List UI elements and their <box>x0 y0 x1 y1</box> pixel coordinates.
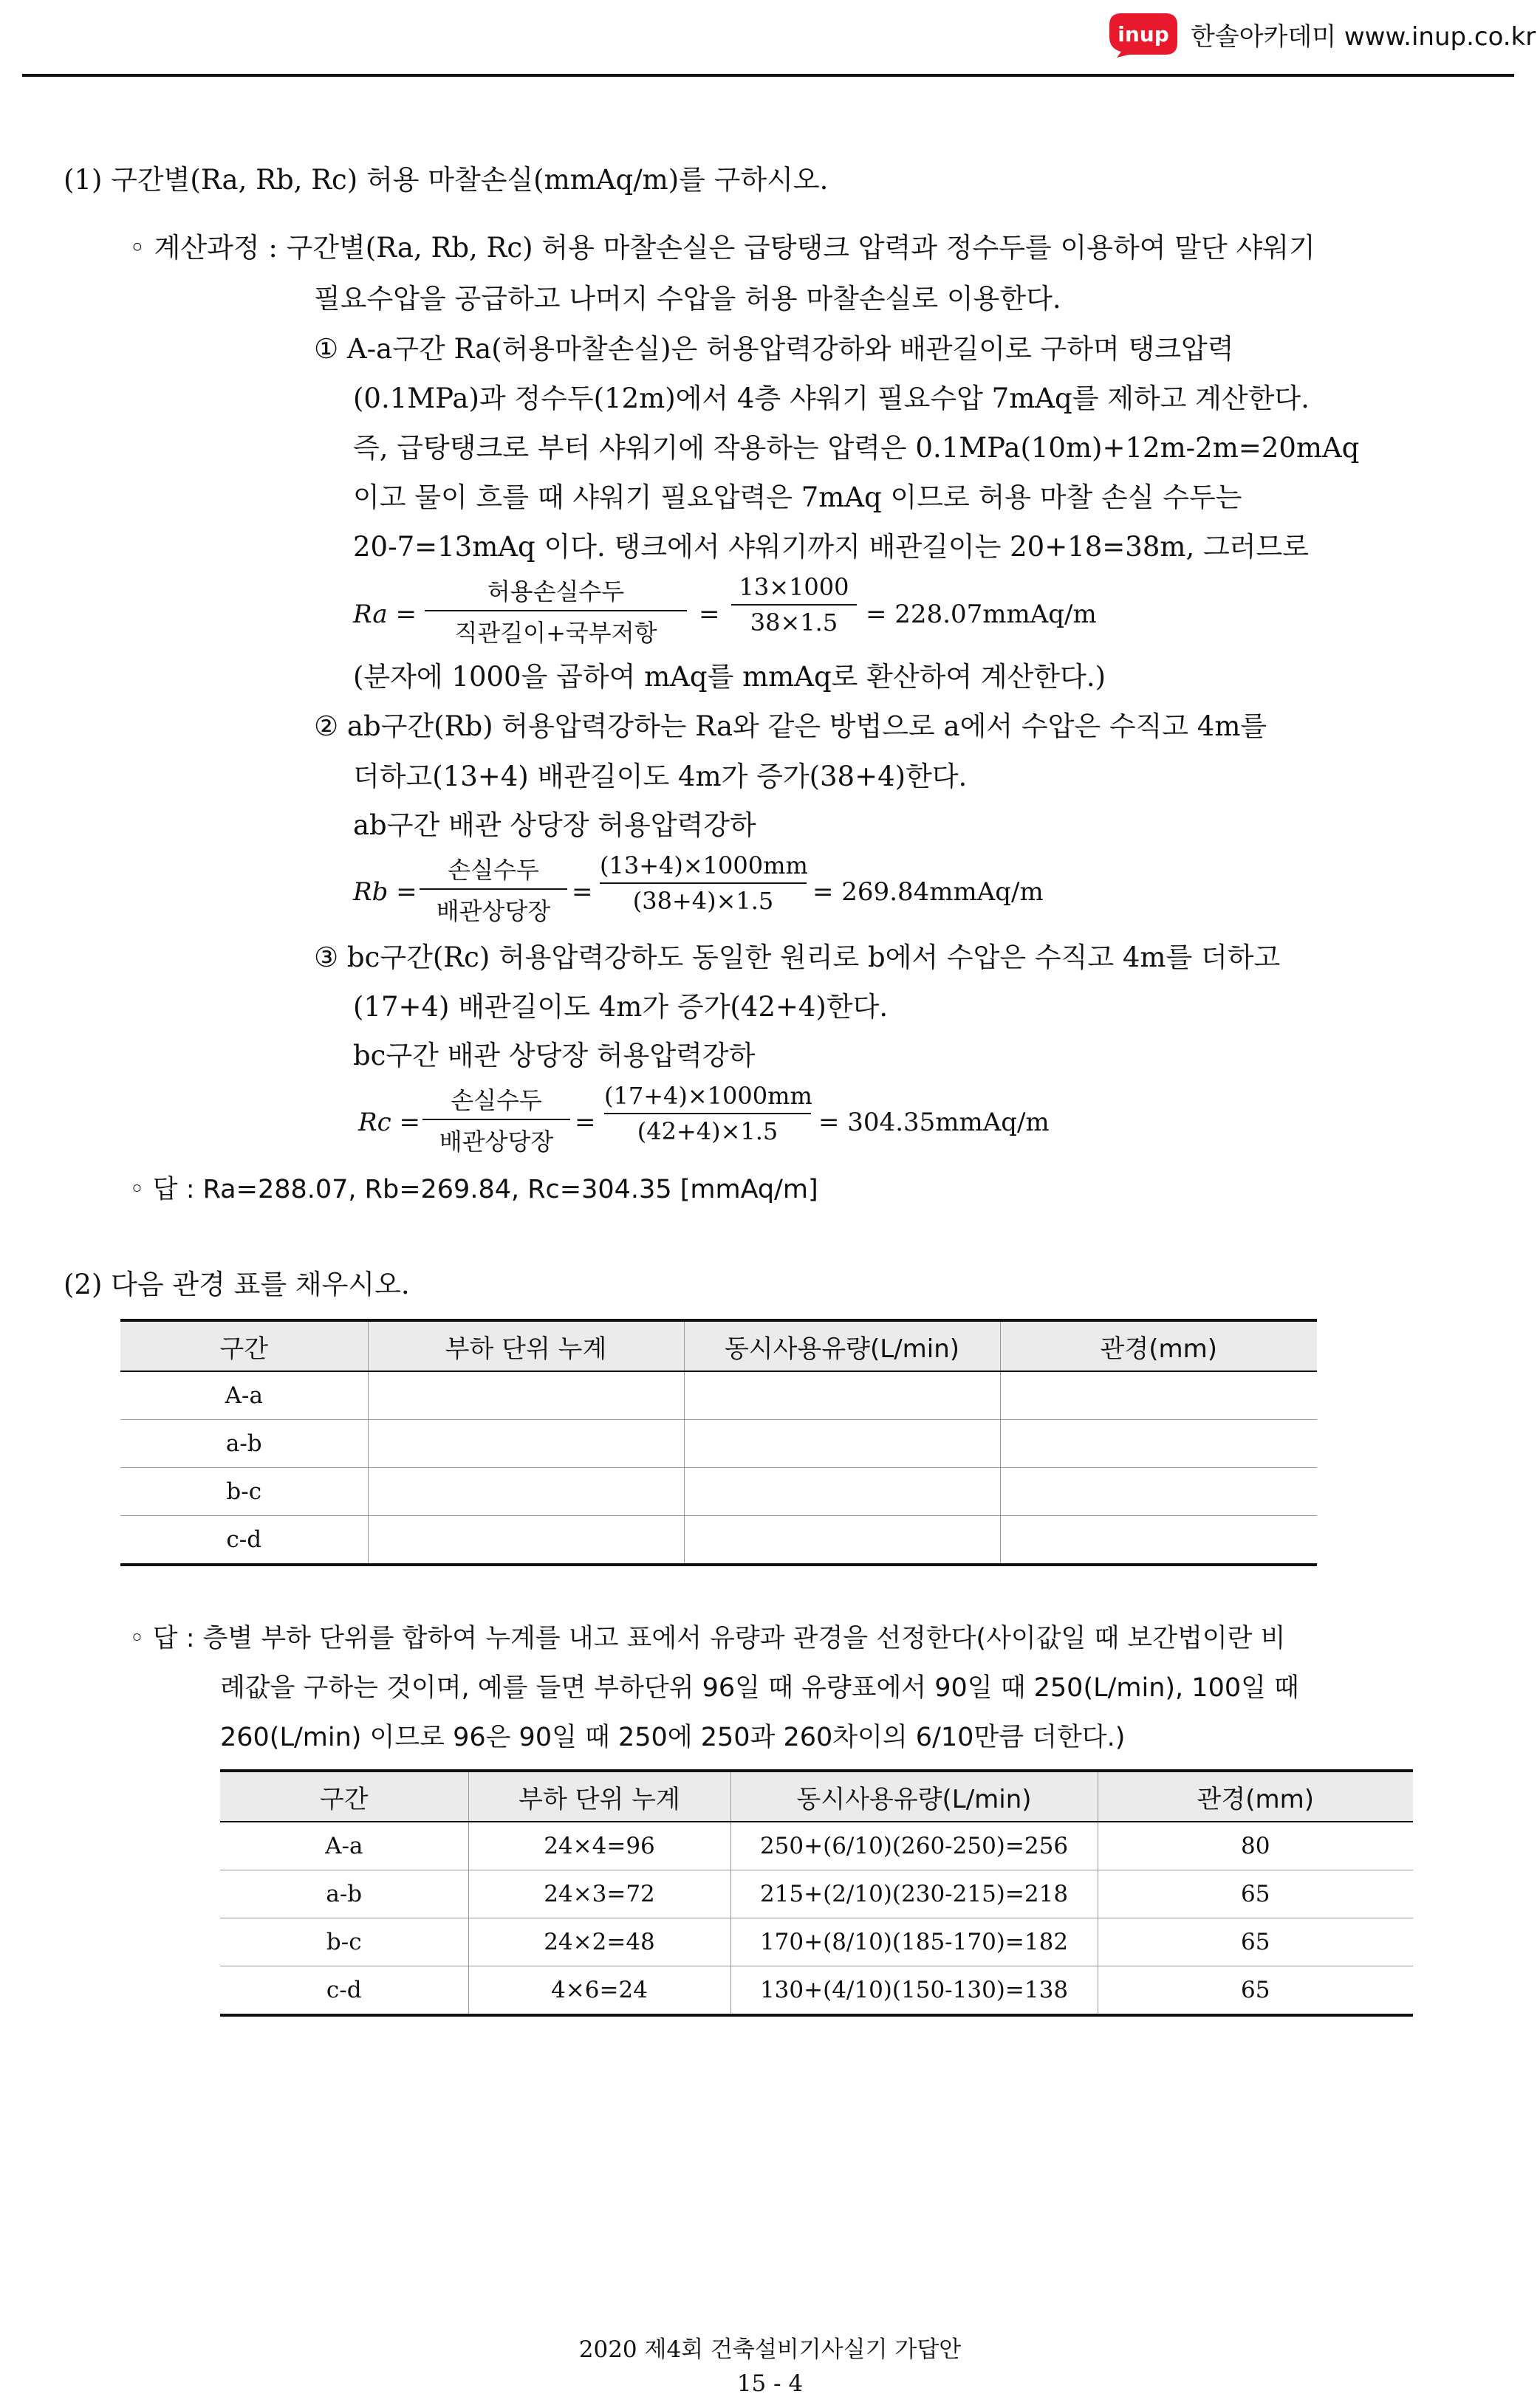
header-divider <box>22 74 1514 77</box>
step1-line-1: ① A-a구간 Ra(허용마찰손실)은 허용압력강하와 배관길이로 구하며 탱크압력 <box>314 333 1234 365</box>
load-units-cell: 24×3=72 <box>468 1870 730 1918</box>
fraction-bar <box>422 1119 570 1120</box>
step2-line-1: ② ab구간(Rb) 허용압력강하는 Ra와 같은 방법으로 a에서 수압은 수직고 4m를 <box>314 710 1267 742</box>
rb-equals: = <box>572 877 593 907</box>
table-header-row <box>220 1771 1413 1822</box>
rb-denominator-1: 배관상당장 <box>436 897 551 925</box>
rb-fraction-2 <box>600 851 807 915</box>
page-header <box>0 0 1540 81</box>
flow-cell: 250+(6/10)(260-250)=256 <box>730 1822 1098 1870</box>
step2-line-2: 더하고(13+4) 배관길이도 4m가 증가(38+4)한다. <box>353 761 968 792</box>
ra-numerator-2: 13×1000 <box>739 573 849 601</box>
footer-title: 2020 제4회 건축설비기사실기 가답안 <box>578 2336 962 2363</box>
q1-answer: ◦ 답 : Ra=288.07, Rb=269.84, Rc=304.35 [mmAq/m] <box>129 1175 818 1204</box>
col-header-section: 구간 <box>120 1320 368 1371</box>
blank-cell[interactable] <box>1000 1516 1317 1565</box>
q2-title: (2) 다음 관경 표를 채우시오. <box>64 1269 410 1300</box>
fraction-bar <box>604 1113 811 1114</box>
q2-answer-line-2: 례값을 구하는 것이며, 예를 들면 부하단위 96일 때 유량표에서 90일 때 250(L/min), 100일 때 <box>220 1673 1299 1703</box>
col-header-load-units: 부하 단위 누계 <box>468 1771 730 1822</box>
col-header-section: 구간 <box>220 1771 468 1822</box>
rc-numerator-2: (17+4)×1000mm <box>604 1082 812 1110</box>
rc-result: = 304.35mmAq/m <box>818 1108 1050 1137</box>
load-units-cell: 4×6=24 <box>468 1966 730 2016</box>
rb-numerator-1: 손실수두 <box>448 856 539 884</box>
blank-cell[interactable] <box>368 1371 684 1420</box>
rc-fraction-2 <box>604 1082 811 1145</box>
flow-cell: 130+(4/10)(150-130)=138 <box>730 1966 1098 2016</box>
rb-numerator-2: (13+4)×1000mm <box>600 851 808 879</box>
fraction-bar <box>600 882 807 884</box>
svg-text:inup: inup <box>1118 22 1169 47</box>
table-row <box>120 1371 1317 1420</box>
section-cell: a-b <box>220 1870 468 1918</box>
step1-note: (분자에 1000을 곱하여 mAq를 mmAq로 환산하여 계산한다.) <box>353 661 1106 693</box>
blank-cell[interactable] <box>1000 1468 1317 1516</box>
section-cell: b-c <box>220 1918 468 1966</box>
blank-cell[interactable] <box>1000 1420 1317 1468</box>
flow-cell: 170+(8/10)(185-170)=182 <box>730 1918 1098 1966</box>
diameter-cell: 65 <box>1098 1918 1413 1966</box>
step3-line-2: (17+4) 배관길이도 4m가 증가(42+4)한다. <box>353 991 889 1023</box>
fraction-bar <box>420 888 567 890</box>
ra-denominator-2: 38×1.5 <box>750 608 838 637</box>
rc-numerator-1: 손실수두 <box>451 1086 542 1114</box>
q2-answer-line-1: ◦ 답 : 층별 부하 단위를 합하여 누계를 내고 표에서 유량과 관경을 선정한다(사이값일 때 보간법이란 비 <box>129 1624 1286 1653</box>
table-row <box>220 1870 1413 1918</box>
rb-result: = 269.84mmAq/m <box>812 877 1044 907</box>
step2-line-3: ab구간 배관 상당장 허용압력강하 <box>353 809 756 841</box>
blank-cell[interactable] <box>684 1516 1000 1565</box>
col-header-diameter: 관경(mm) <box>1098 1771 1413 1822</box>
step1-line-2: (0.1MPa)과 정수두(12m)에서 4층 샤워기 필요수압 7mAq를 제하고 계산한다. <box>353 383 1310 414</box>
table-row <box>120 1516 1317 1565</box>
step3-line-3: bc구간 배관 상당장 허용압력강하 <box>353 1040 756 1071</box>
diameter-cell: 80 <box>1098 1822 1413 1870</box>
step1-line-5: 20-7=13mAq 이다. 탱크에서 샤워기까지 배관길이는 20+18=38m, 그러므로 <box>353 531 1309 563</box>
q1-title: (1) 구간별(Ra, Rb, Rc) 허용 마찰손실(mmAq/m)를 구하시오. <box>64 164 829 196</box>
rb-lhs: Rb = <box>353 877 417 907</box>
table-row <box>120 1420 1317 1468</box>
col-header-diameter: 관경(mm) <box>1000 1320 1317 1371</box>
rc-denominator-2: (42+4)×1.5 <box>637 1117 778 1145</box>
rc-lhs: Rc = <box>358 1108 420 1137</box>
col-header-load-units: 부하 단위 누계 <box>368 1320 684 1371</box>
table-row <box>220 1918 1413 1966</box>
col-header-flow: 동시사용유량(L/min) <box>730 1771 1098 1822</box>
fraction-bar <box>731 604 857 606</box>
inup-logo <box>1106 10 1180 58</box>
table-row <box>220 1822 1413 1870</box>
load-units-cell: 24×2=48 <box>468 1918 730 1966</box>
step1-line-4: 이고 물이 흐를 때 샤워기 필요압력은 7mAq 이므로 허용 마찰 손실 수두는 <box>353 481 1242 513</box>
rc-fraction-1 <box>422 1082 570 1157</box>
table-header-row <box>120 1320 1317 1371</box>
blank-cell[interactable] <box>684 1420 1000 1468</box>
diameter-cell: 65 <box>1098 1966 1413 2016</box>
rc-denominator-1: 배관상당장 <box>439 1128 554 1156</box>
pipe-size-answer-table <box>220 1769 1413 2017</box>
flow-cell: 215+(2/10)(230-215)=218 <box>730 1870 1098 1918</box>
load-units-cell: 24×4=96 <box>468 1822 730 1870</box>
section-cell: A-a <box>120 1371 368 1420</box>
fraction-bar <box>425 610 687 611</box>
section-cell: c-d <box>220 1966 468 2016</box>
col-header-flow: 동시사용유량(L/min) <box>684 1320 1000 1371</box>
blank-cell[interactable] <box>368 1420 684 1468</box>
section-cell: A-a <box>220 1822 468 1870</box>
ra-numerator-1: 허용손실수두 <box>487 577 625 606</box>
step1-line-3: 즉, 급탕탱크로 부터 샤워기에 작용하는 압력은 0.1MPa(10m)+12m-2m=20mAq <box>353 432 1360 464</box>
blank-cell[interactable] <box>684 1468 1000 1516</box>
rc-equals: = <box>575 1108 596 1137</box>
blank-cell[interactable] <box>684 1371 1000 1420</box>
blank-cell[interactable] <box>368 1468 684 1516</box>
rb-denominator-2: (38+4)×1.5 <box>632 887 774 915</box>
ra-lhs: Ra = <box>353 600 417 629</box>
blank-cell[interactable] <box>1000 1371 1317 1420</box>
ra-fraction-2 <box>731 573 857 637</box>
calc-line-1: ◦ 계산과정 : 구간별(Ra, Rb, Rc) 허용 마찰손실은 급탕탱크 압력과 정수두를 이용하여 말단 샤워기 <box>129 232 1315 264</box>
calc-line-2: 필요수압을 공급하고 나머지 수압을 허용 마찰손실로 이용한다. <box>314 283 1061 315</box>
ra-result: = 228.07mmAq/m <box>866 600 1097 629</box>
ra-denominator-1: 직관길이+국부저항 <box>454 619 657 647</box>
diameter-cell: 65 <box>1098 1870 1413 1918</box>
pipe-size-blank-table <box>120 1319 1317 1566</box>
section-cell: b-c <box>120 1468 368 1516</box>
table-row <box>220 1966 1413 2016</box>
ra-fraction-1 <box>425 573 687 648</box>
rb-fraction-1 <box>420 851 567 927</box>
q2-answer-line-3: 260(L/min) 이므로 96은 90일 때 250에 250과 260차이의 6/10만큼 더한다.) <box>220 1723 1126 1752</box>
section-cell: c-d <box>120 1516 368 1565</box>
step3-line-1: ③ bc구간(Rc) 허용압력강하도 동일한 원리로 b에서 수압은 수직고 4m를 더하고 <box>314 941 1281 973</box>
page-number: 15 - 4 <box>736 2370 804 2397</box>
site-name[interactable]: 한솔아카데미 www.inup.co.kr <box>1191 22 1536 52</box>
section-cell: a-b <box>120 1420 368 1468</box>
table-row <box>120 1468 1317 1516</box>
blank-cell[interactable] <box>368 1516 684 1565</box>
ra-equals: = <box>699 600 720 629</box>
